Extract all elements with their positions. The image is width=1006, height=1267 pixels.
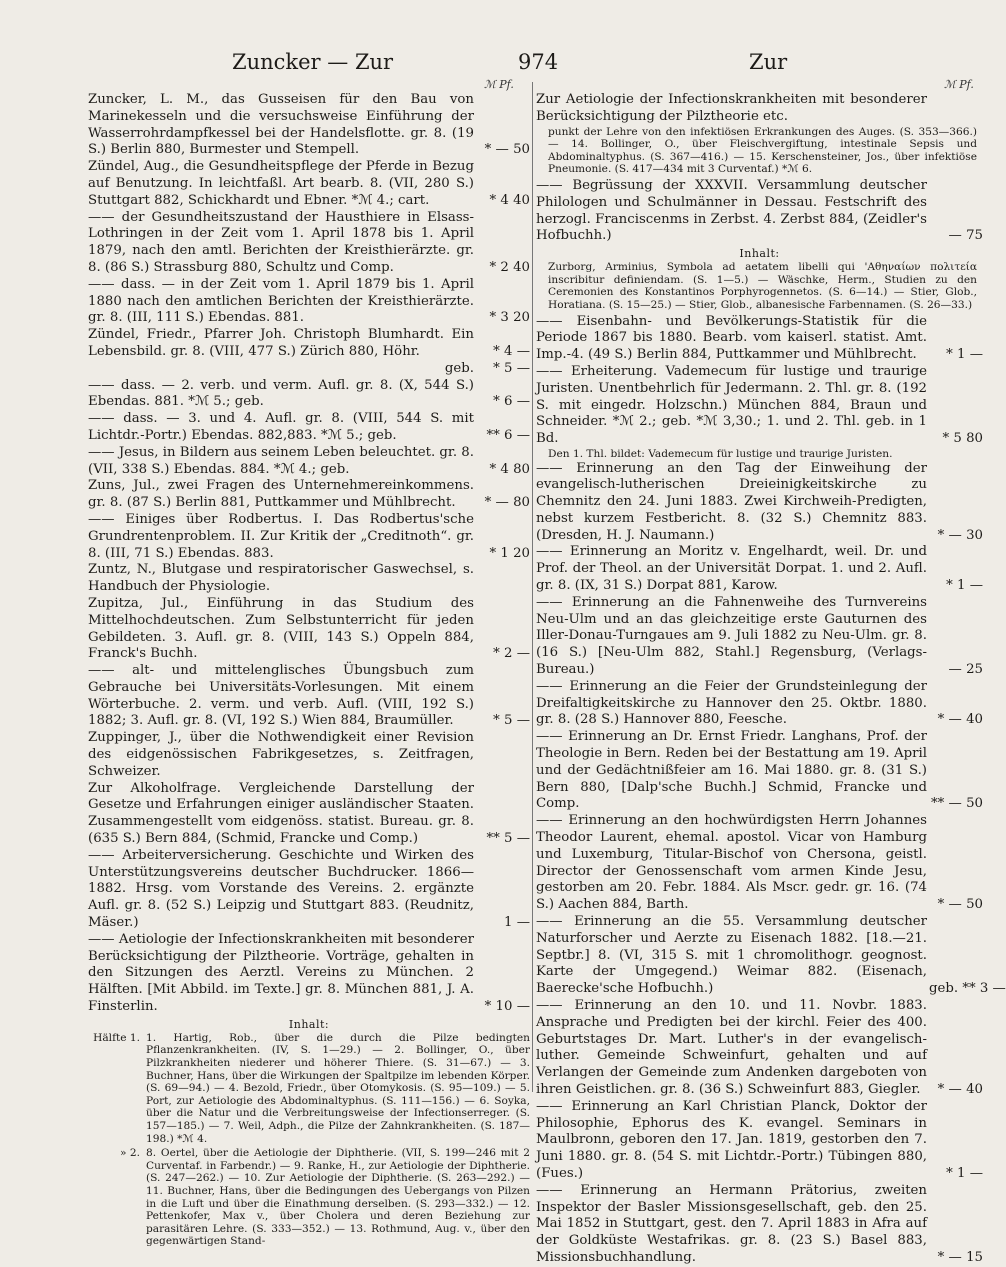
price: ** 6 — xyxy=(486,427,530,443)
contents-heading: Inhalt: xyxy=(288,1017,330,1031)
contents-continuation: punkt der Lehre von den infektiösen Erkrankungen des Auges. (S. 353—366.) — 14. Bollinger, O., über Fleischvergiftung, intestinale Sepsis und Abdominaltyphus. (S. 367—416.) — 15. Kerschensteiner, Jos., über infektiöse Pneumonie. (S. 417—434 mit 3 Curventaf.) *ℳ 6. xyxy=(548,125,977,176)
catalog-entry: —— Erinnerung an den 10. und 11. Novbr. 1883. Ansprache und Predigten bei der kirchl. Feier des 400. Geburtstages Dr. Mart. Luther's in der evangelisch-luther. Gemeinde Schweinfurt, gehalten und auf Verlangen der Gemeinde zum Andenken dargeboten von ihren Geistlichen. gr. 8. (36 S.) Schweinfurt 883, Giegler. * — 40 xyxy=(536,998,983,1097)
catalog-entry: Zur Alkoholfrage. Vergleichende Darstellung der Gesetze und Erfahrungen einiger ausländischer Staaten. Zusammengestellt vom eidgenöss. statist. Bureau. gr. 8. (635 S.) Bern 884, (Schmid, Francke und Comp.) ** 5 — xyxy=(88,780,530,847)
catalog-entry: —— Erinnerung an den hochwürdigsten Herrn Johannes Theodor Laurent, ehemal. apostol. Vicar von Hamburg und Luxemburg, Titular-Bischof von Chersona, geistl. Director der Genossenschaft vom armen Kinde Jesu, gestorben am 20. Febr. 1884. Als Mscr. gedr. gr. 16. (74 S.) Aachen 884, Barth. * — 50 xyxy=(536,813,983,913)
price: ** 5 — xyxy=(486,831,530,847)
price: * 2 40 xyxy=(489,259,530,275)
catalog-entry: —— Arbeiterversicherung. Geschichte und Wirken des Unterstützungsvereins deutscher Buchdrucker. 1866—1882. Hrsg. vom Vorstande des Vereins. 2. ergänzte Aufl. gr. 8. (52 S.) Leipzig und Stuttgart 883. (Reudnitz, Mäser.) 1 — xyxy=(88,847,530,931)
price: * 1 — xyxy=(946,1165,983,1181)
catalog-entry: Zuns, Jul., zwei Fragen des Unternehmereinkommens. gr. 8. (87 S.) Berlin 881, Puttkammer und Mühlbrecht. * — 80 xyxy=(88,478,530,511)
price: * — 40 xyxy=(937,1081,983,1097)
price: ** — 50 xyxy=(931,796,983,812)
catalog-entry: —— Erinnerung an Hermann Prätorius, zweiten Inspektor der Basler Missionsgesellschaft, geb. den 25. Mai 1852 in Stuttgart, gest. den 7. April 1883 in Afra auf der Goldküste Westafrikas. gr. 8. (23 S.) Basel 883, Missionsbuchhandlung. * — 15 xyxy=(536,1182,983,1265)
price: * — 50 xyxy=(484,142,530,158)
header-left-catchword: Zuncker — Zur xyxy=(232,50,394,74)
catalog-entry: Zupitza, Jul., Einführung in das Studium des Mittelhochdeutschen. Zum Selbstunterricht für jeden Gebildeten. 3. Aufl. gr. 8. (VIII, 143 S.) Oppeln 884, Franck's Buchh. * 2 — xyxy=(88,595,530,662)
column-divider xyxy=(532,82,533,1092)
price: * — 80 xyxy=(484,495,530,511)
catalog-entry: —— Begrüssung der XXXVII. Versammlung deutscher Philologen und Schulmänner in Dessau. Festschrift des herzogl. Franciscenms in Zerbst. 4. Zerbst 884, (Zeidler's Hofbuchh.) — 75 xyxy=(536,177,983,244)
catalog-entry: Zuntz, N., Blutgase und respiratorischer Gaswechsel, s. Handbuch der Physiologie. xyxy=(88,562,474,595)
price: * 5 — xyxy=(493,713,530,729)
price: * — 15 xyxy=(937,1249,983,1265)
page-number: 974 xyxy=(518,50,559,74)
contents-row-label: Hälfte 1. xyxy=(93,1031,140,1044)
price: * — 40 xyxy=(937,712,983,728)
catalog-entry: Zuppinger, J., über die Nothwendigkeit einer Revision des eidgenössischen Fabrikgesetzes, s. Zeitfragen, Schweizer. xyxy=(88,730,474,779)
catalog-entry: —— Eisenbahn- und Bevölkerungs-Statistik für die Periode 1867 bis 1880. Bearb. vom kaiserl. statist. Amt. Imp.-4. (49 S.) Berlin 884, Puttkammer und Mühlbrecht. * 1 — xyxy=(536,313,983,363)
catalog-entry: geb. * 5 — xyxy=(444,360,530,376)
catalog-entry: —— Erinnerung an den Tag der Einweihung der evangelisch-lutherischen Dreieinigkeitskirche zu Chemnitz den 24. Juni 1883. Zwei Kirchweih-Predigten, nebst kurzem Festbericht. 8. (32 S.) Chemnitz 883. (Dresden, H. J. Naumann.) * — 30 xyxy=(536,460,983,543)
price: * — 50 xyxy=(937,897,983,913)
catalog-entry: —— Jesus, in Bildern aus seinem Leben beleuchtet. gr. 8. (VII, 338 S.) Ebendas. 884. *ℳ 4.; geb. * 4 80 xyxy=(88,444,530,477)
catalog-entry: —— der Gesundheitszustand der Hausthiere in Elsass-Lothringen in der Zeit vom 1. April 1878 bis 1. April 1879, nach den amtl. Berichten der Kreisthierärzte. gr. 8. (86 S.) Strassburg 880, Schultz und Comp. * 2 40 xyxy=(88,209,530,275)
catalog-entry: —— Erinnerung an Moritz v. Engelhardt, weil. Dr. und Prof. der Theol. an der Universität Dorpat. 1. und 2. Aufl. gr. 8. (IX, 31 S.) Dorpat 881, Karow. * 1 — xyxy=(536,544,983,594)
left-column xyxy=(88,92,530,1248)
price: * 2 — xyxy=(493,646,530,662)
catalog-entry: Zur Aetiologie der Infectionskrankheiten mit besonderer Berücksichtigung der Pilztheorie etc. xyxy=(536,92,927,124)
header-right-catchword: Zur xyxy=(749,50,788,74)
right-column xyxy=(536,92,1006,1265)
price: — 75 xyxy=(948,228,983,244)
catalog-entry: —— Aetiologie der Infectionskrankheiten mit besonderer Berücksichtigung der Pilztheorie. Vorträge, gehalten in den Sitzungen des Aerztl. Vereins zu München. 2 Hälften. [Mit Abbild. im Texte.] gr. 8. München 881, J. A. Finsterlin. * 10 — xyxy=(88,931,530,1015)
catalog-entry: —— alt- und mittelenglisches Übungsbuch zum Gebrauche bei Universitäts-Vorlesungen. Mit einem Wörterbuche. 2. verm. und verb. Aufl. (VIII, 192 S.) 1882; 3. Aufl. gr. 8. (VI, 192 S.) Wien 884, Braumüller. * 5 — xyxy=(88,663,530,729)
catalog-entry: —— Erinnerung an Dr. Ernst Friedr. Langhans, Prof. der Theologie in Bern. Reden bei der Bestattung am 19. April und der Gedächtnißfeier am 16. Mai 1880. gr. 8. (31 S.) Bern 880, [Dalp'sche Buchh.] Schmid, Francke und Comp. ** — 50 xyxy=(536,729,983,812)
contents-row xyxy=(88,1032,530,1145)
price: * — 30 xyxy=(937,527,983,543)
catalog-entry: —— dass. — 3. und 4. Aufl. gr. 8. (VIII, 544 S. mit Lichtdr.-Portr.) Ebendas. 882,883. *ℳ 5.; geb. ** 6 — xyxy=(88,411,530,443)
catalog-entry: —— Erinnerung an die Fahnenweihe des Turnvereins Neu-Ulm und an das gleichzeitige erste Gauturnen des Iller-Donau-Turngaues am 9. Juli 1882 zu Neu-Ulm. gr. 8. (16 S.) [Neu-Ulm 882, Stahl.] Regensburg, (Verlags-Bureau.) — 25 xyxy=(536,594,983,678)
catalog-entry: —— Erinnerung an die 55. Versammlung deutscher Naturforscher und Aerzte zu Eisenach 1882. [18.—21. Septbr.] 8. (VI, 315 S. mit 1 chromolithogr. geognost. Karte der Umgegend.) Weimar 882. (Eisenach, Baerecke'sche Hofbuchh.) geb. ** 3 — xyxy=(536,914,1006,997)
price: — 25 xyxy=(948,662,983,678)
catalog-entry: —— Erinnerung an Karl Christian Planck, Doktor der Philosophie, Ephorus des K. evangel. Seminars in Maulbronn, geboren den 17. Jan. 1819, gestorben den 7. Juni 1880. gr. 8. (54 S. mit Lichtdr.-Portr.) Tübingen 880, (Fues.) * 1 — xyxy=(536,1098,983,1181)
catalog-entry: Zündel, Aug., die Gesundheitspflege der Pferde in Bezug auf Benutzung. In leichtfaßl. Art bearb. 8. (VII, 280 S.) Stuttgart 882, Schickhardt und Ebner. *ℳ 4.; cart. * 4 40 xyxy=(88,159,530,208)
price: * 10 — xyxy=(484,999,530,1015)
price: * 1 — xyxy=(946,347,983,363)
contents-text: Zurborg, Arminius, Symbola ad aetatem libelli qui 'Αθηναίων πολιτεία inscribitur definiendam. (S. 1—5.) — Wäschke, Herm., Studien zu den Ceremonien des Konstantinos Porphyrogennetos. (S. 6—14.) — Stier, Glob., Horatiana. (S. 15—25.) — Stier, Glob., albanesische Farbennamen. (S. 26—33.) xyxy=(548,261,977,311)
catalog-entry: —— Erheiterung. Vademecum für lustige und traurige Juristen. Unentbehrlich für Jedermann. 2. Thl. gr. 8. (192 S. mit eingedr. Holzschn.) München 884, Braun und Schneider. *ℳ 2.; geb. *ℳ 3,30.; 1. und 2. Thl. geb. in 1 Bd. * 5 80 xyxy=(536,363,983,447)
contents-row-text: 1. Hartig, Rob., über die durch die Pilze bedingten Pflanzenkrankheiten. (IV, S. 1—29.) — 2. Bollinger, O., über Pilzkrankheiten niederer und höherer Thiere. (S. 31—67.) — 3. Buchner, Hans, über die Wirkungen der Spaltpilze im lebenden Körper. (S. 69—94.) — 4. Bezold, Friedr., über Otomykosis. (S. 95—109.) — 5. Port, zur Aetiologie des Abdominaltyphus. (S. 111—156.) — 6. Soyka, über die Natur und die Verbreitungsweise der Infectionserreger. (S. 157—185.) — 7. Weil, Adph., die Pilze der Zahnkrankheiten. (S. 187—198.) *ℳ 4. xyxy=(146,1031,530,1145)
price: * 4 80 xyxy=(489,461,530,477)
price: geb. ** 3 — xyxy=(929,981,1006,997)
price: * 3 20 xyxy=(489,310,530,326)
price: * 6 — xyxy=(493,394,530,410)
catalog-entry: —— Erinnerung an die Feier der Grundsteinlegung der Dreifaltigkeitskirche zu Hannover den 25. Oktbr. 1880. gr. 8. (28 S.) Hannover 880, Feesche. * — 40 xyxy=(536,678,983,728)
footnote: Den 1. Thl. bildet: Vademecum für lustige und traurige Juristen. xyxy=(548,447,893,460)
catalog-entry: —— Einiges über Rodbertus. I. Das Rodbertus'sche Grundrentenproblem. II. Zur Kritik der „Creditnoth“. gr. 8. (III, 71 S.) Ebendas. 883. * 1 20 xyxy=(88,511,530,561)
contents-heading: Inhalt: xyxy=(739,247,780,261)
price: * 4 — xyxy=(493,343,530,359)
page-header xyxy=(0,50,1000,91)
catalog-entry: —— dass. — 2. verb. und verm. Aufl. gr. 8. (X, 544 S.) Ebendas. 881. *ℳ 5.; geb. * 6 — xyxy=(88,377,530,410)
price: * 4 40 xyxy=(489,192,530,208)
contents-row xyxy=(88,1147,530,1248)
price: * 1 — xyxy=(946,578,983,594)
catalog-entry: Zündel, Friedr., Pfarrer Joh. Christoph Blumhardt. Ein Lebensbild. gr. 8. (VIII, 477 S.) Zürich 880, Höhr. * 4 — xyxy=(88,327,530,359)
price: * 1 20 xyxy=(489,545,530,561)
contents-row-label: » 2. xyxy=(120,1147,140,1160)
price: * 5 80 xyxy=(942,431,983,447)
price-unit-label-right: ℳ Pf. xyxy=(944,78,974,91)
contents-row-text: 8. Oertel, über die Aetiologie der Diphtherie. (VII, S. 199—246 mit 2 Curventaf. in Farbendr.) — 9. Ranke, H., zur Aetiologie der Diphtherie. (S. 247—262.) — 10. Zur Aetiologie der Diphtherie. (S. 263—292.) — 11. Buchner, Hans, über die Bedingungen des Uebergangs von Pilzen in die Luft und über die Einathmung derselben. (S. 293—332.) — 12. Pettenkofer, Max v., über Cholera und deren Beziehung zur parasitären Lehre. (S. 333—352.) — 13. Rothmund, Aug. v., über den gegenwärtigen Stand- xyxy=(146,1147,530,1248)
catalog-entry: —— dass. — in der Zeit vom 1. April 1879 bis 1. April 1880 nach den amtlichen Berichten der Kreisthierärzte. gr. 8. (III, 111 S.) Ebendas. 881. * 3 20 xyxy=(88,276,530,326)
price: * 5 — xyxy=(493,360,530,376)
catalog-entry: Zuncker, L. M., das Gusseisen für den Bau von Marinekesseln und die versuchsweise Einführung der Wasserrohrdampfkessel bei der Handelsflotte. gr. 8. (19 S.) Berlin 880, Burmester und Stempell. * — 50 xyxy=(88,92,530,158)
price: 1 — xyxy=(504,915,530,931)
price-unit-label-left: ℳ Pf. xyxy=(484,78,514,91)
